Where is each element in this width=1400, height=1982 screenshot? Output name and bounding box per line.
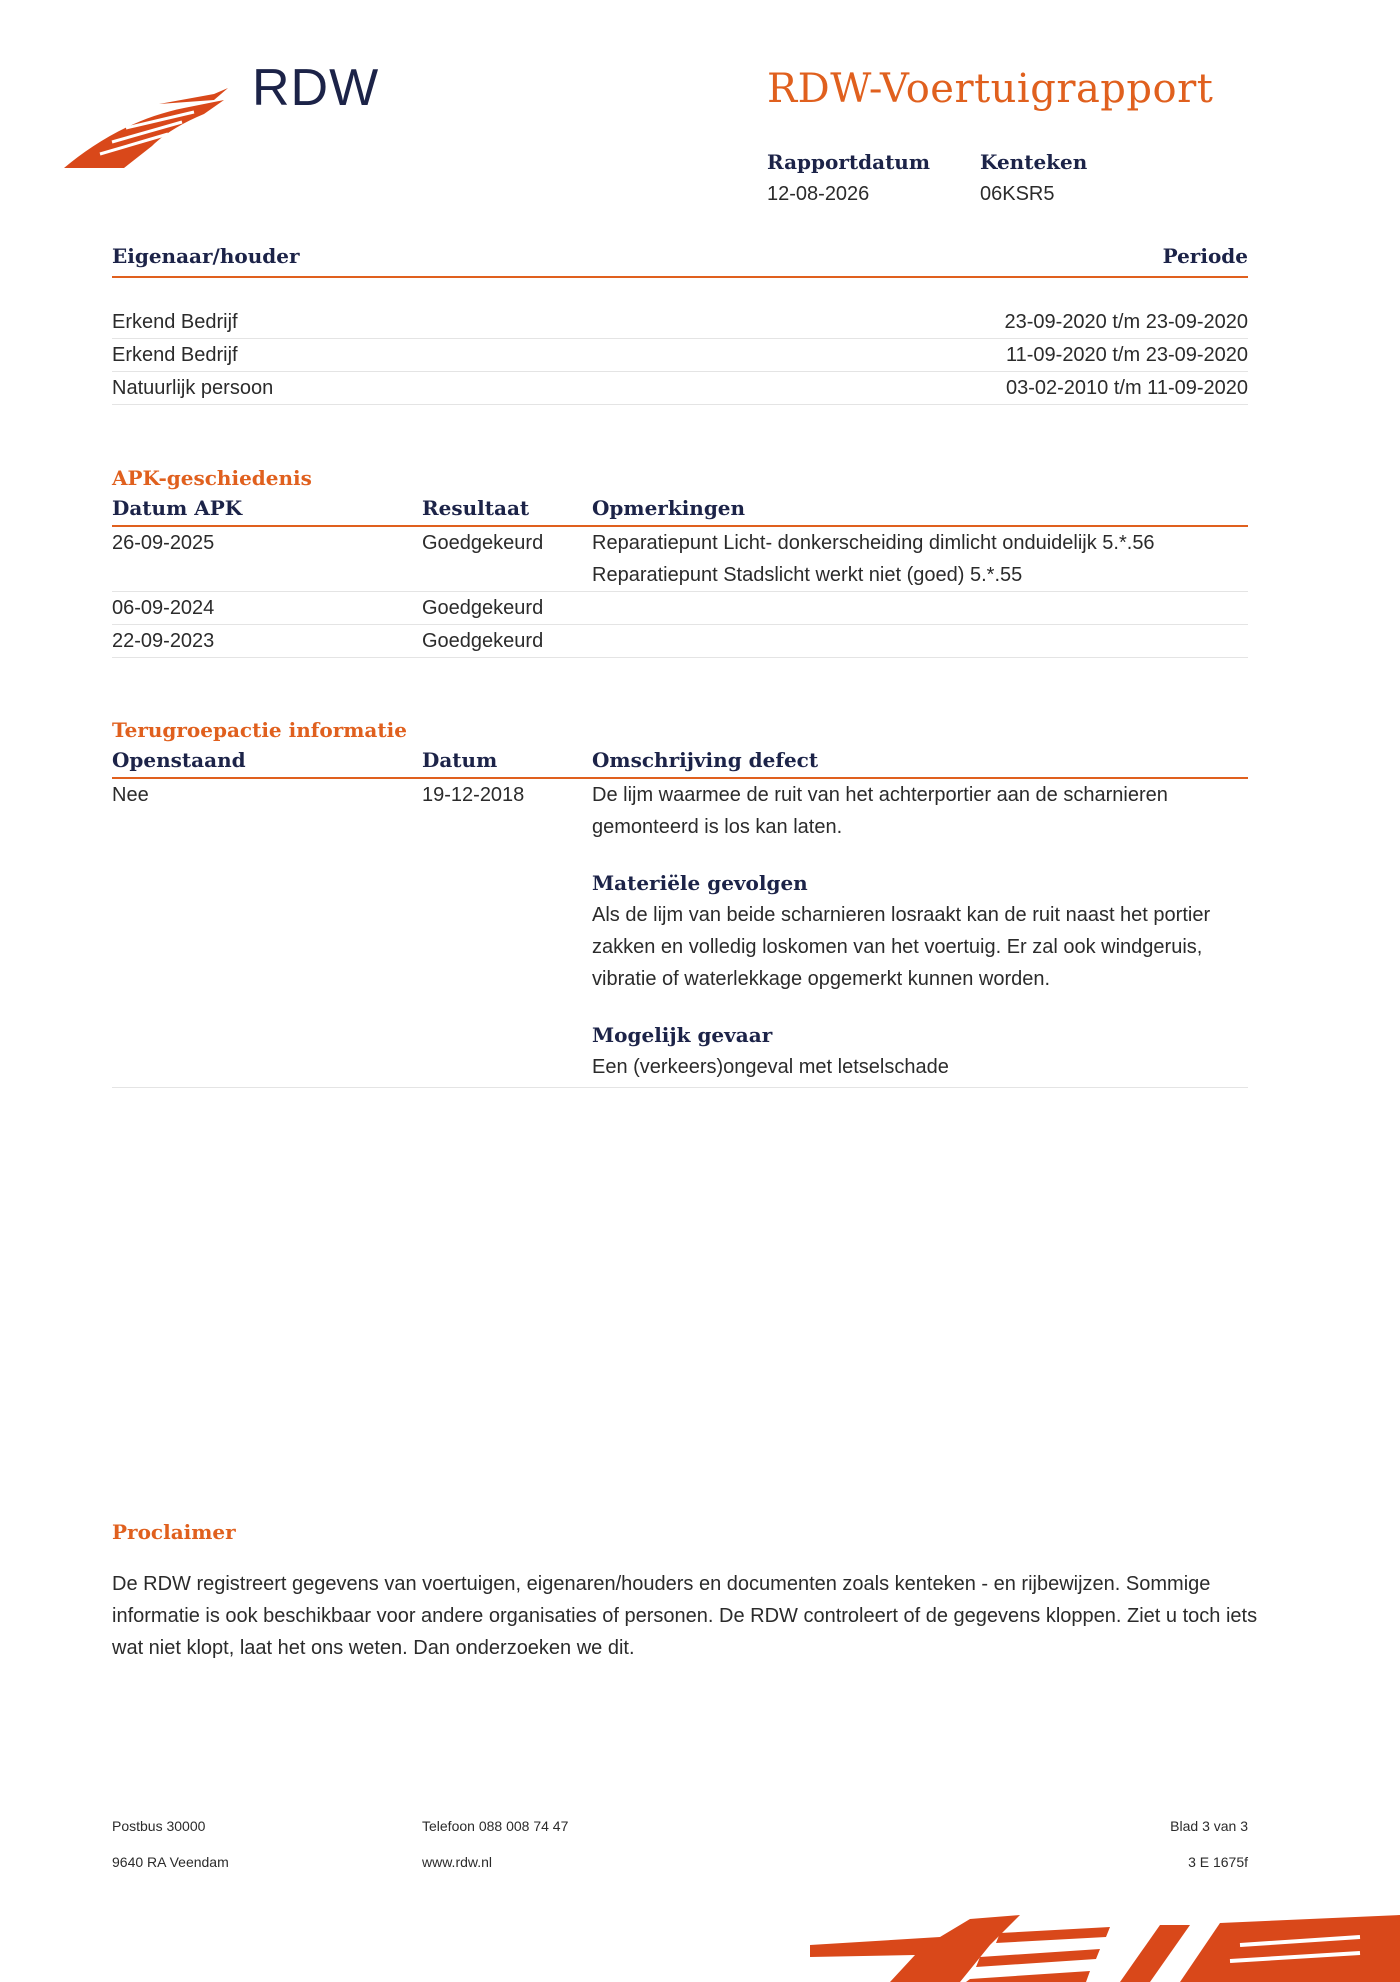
footer-document-code: 3 E 1675f bbox=[1188, 1854, 1248, 1870]
recall-table-header bbox=[112, 748, 1248, 779]
period-cell: 11-09-2020 t/m 23-09-2020 bbox=[1005, 344, 1248, 366]
period-cell: 23-09-2020 t/m 23-09-2020 bbox=[1004, 311, 1248, 333]
recall-desc-col-header: Omschrijving defect bbox=[592, 748, 819, 772]
footer-page-number: Blad 3 van 3 bbox=[1170, 1818, 1248, 1834]
footer-address-line-2: 9640 RA Veendam bbox=[112, 1854, 229, 1870]
apk-result-cell: Goedgekeurd bbox=[422, 532, 544, 554]
apk-remark: Reparatiepunt Licht- donkerscheiding dimlicht onduidelijk 5.*.56 bbox=[592, 532, 1155, 554]
recall-description: De lijm waarmee de ruit van het achterportier aan de scharnieren gemonteerd is los kan laten. bbox=[592, 784, 1168, 838]
owner-cell: Erkend Bedrijf bbox=[112, 344, 238, 366]
apk-date-col-header: Datum APK bbox=[112, 496, 243, 520]
report-date-label: Rapportdatum bbox=[767, 150, 931, 174]
table-row bbox=[112, 625, 1248, 658]
apk-result-col-header: Resultaat bbox=[422, 496, 530, 520]
recall-open-cell: Nee bbox=[112, 784, 149, 806]
apk-section bbox=[112, 466, 1248, 658]
rdw-footer-stripes-icon bbox=[800, 1905, 1400, 1982]
table-row bbox=[112, 527, 1248, 592]
owner-col-header: Eigenaar/houder bbox=[112, 244, 300, 268]
apk-remarks-cell bbox=[592, 527, 1248, 591]
brand-name: RDW bbox=[252, 59, 380, 117]
recall-section bbox=[112, 718, 1248, 1088]
apk-date-cell: 26-09-2025 bbox=[112, 532, 215, 554]
recall-date-col-header: Datum bbox=[422, 748, 498, 772]
consequences-heading: Materiële gevolgen bbox=[592, 871, 808, 895]
owner-cell: Erkend Bedrijf bbox=[112, 311, 238, 333]
table-row bbox=[112, 372, 1248, 405]
recall-date-cell: 19-12-2018 bbox=[422, 784, 525, 806]
owner-table-header bbox=[112, 244, 1248, 278]
recall-open-col-header: Openstaand bbox=[112, 748, 246, 772]
plate-value: 06KSR5 bbox=[980, 183, 1055, 205]
footer-address-line-1: Postbus 30000 bbox=[112, 1818, 206, 1834]
apk-remark: Reparatiepunt Stadslicht werkt niet (goed) 5.*.55 bbox=[592, 564, 1023, 586]
period-cell: 03-02-2010 t/m 11-09-2020 bbox=[1005, 377, 1248, 399]
consequences-text: Als de lijm van beide scharnieren losraakt kan de ruit naast het portier zakken en volledig loskomen van het voertuig. Er zal ook windgeruis, vibratie of waterlekkage opgemerkt kunnen worden. bbox=[592, 904, 1211, 990]
plate-label: Kenteken bbox=[980, 150, 1088, 174]
footer-website: www.rdw.nl bbox=[422, 1854, 493, 1870]
table-row bbox=[112, 306, 1248, 339]
owner-rows bbox=[112, 306, 1248, 405]
rdw-logo bbox=[64, 58, 394, 178]
recall-title: Terugroepactie informatie bbox=[112, 718, 407, 742]
apk-table-header bbox=[112, 496, 1248, 527]
owner-cell: Natuurlijk persoon bbox=[112, 377, 274, 399]
proclaimer-section bbox=[112, 1520, 1272, 1664]
report-date-block bbox=[767, 150, 930, 206]
apk-title: APK-geschiedenis bbox=[112, 466, 312, 490]
apk-remarks-cell bbox=[592, 625, 1248, 657]
danger-heading: Mogelijk gevaar bbox=[592, 1023, 773, 1047]
apk-remarks-col-header: Opmerkingen bbox=[592, 496, 746, 520]
proclaimer-title: Proclaimer bbox=[112, 1520, 236, 1544]
plate-block bbox=[980, 150, 1087, 206]
table-row bbox=[112, 339, 1248, 372]
owner-section bbox=[112, 244, 1248, 405]
apk-result-cell: Goedgekeurd bbox=[422, 630, 544, 652]
recall-desc-cell bbox=[592, 779, 1248, 1083]
report-title: RDW-Voertuigrapport bbox=[767, 66, 1214, 112]
apk-remarks-cell bbox=[592, 592, 1248, 624]
report-date-value: 12-08-2026 bbox=[767, 183, 870, 205]
period-col-header: Periode bbox=[1162, 244, 1248, 268]
proclaimer-text: De RDW registreert gegevens van voertuigen, eigenaren/houders en documenten zoals kenteken - en rijbewijzen. Sommige informatie is ook beschikbaar voor andere organisaties of personen. De RDW controleert of de gegevens kloppen. Ziet u toch iets wat niet klopt, laat het ons weten. Dan onderzoeken we dit. bbox=[112, 1573, 1258, 1659]
apk-date-cell: 22-09-2023 bbox=[112, 630, 215, 652]
apk-result-cell: Goedgekeurd bbox=[422, 597, 544, 619]
apk-date-cell: 06-09-2024 bbox=[112, 597, 215, 619]
rdw-wing-icon bbox=[64, 88, 234, 168]
danger-text: Een (verkeers)ongeval met letselschade bbox=[592, 1056, 949, 1078]
table-row bbox=[112, 779, 1248, 1088]
footer-phone: Telefoon 088 008 74 47 bbox=[422, 1818, 569, 1834]
table-row bbox=[112, 592, 1248, 625]
